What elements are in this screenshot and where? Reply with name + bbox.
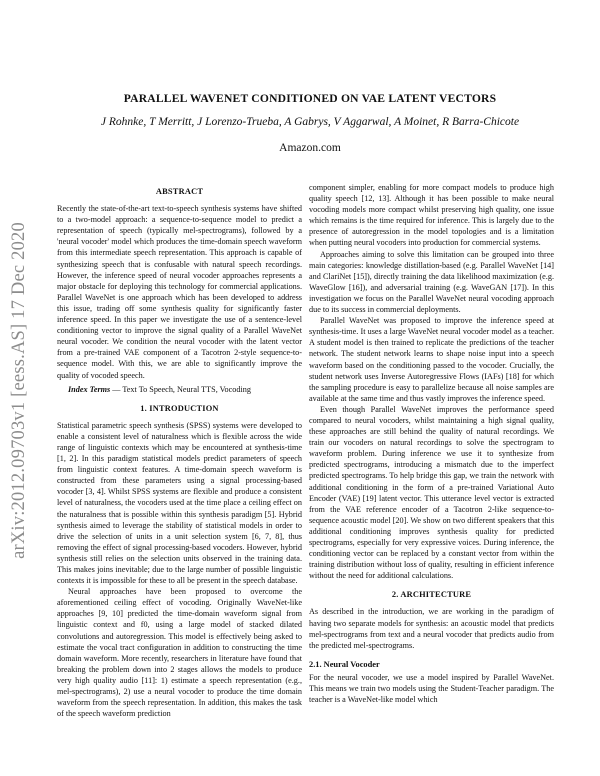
vocoder-paragraph-1: For the neural vocoder, we use a model inspired by Parallel WaveNet. This means we train two models using the Student-Teacher paradigm. The teacher is a WaveNet-like model which [309,672,554,705]
intro-paragraph-1: Statistical parametric speech synthesis (SPSS) systems were developed to enable a consistent level of naturalness which is flexible across the wide range of linguistic contexts which may be encountered at synthesis-time [1, 2]. In this paradigm statistical models predict parameters of speech from linguistic context features. A time-domain speech waveform is constructed from these parameters using a signal processing-based vocoder [3, 4]. Whilst SPSS systems are flexible and produce a consistent level of naturalness, the vocoders used at the time place a ceiling effect on the naturalness that is possible within this synthesis paradigm [5]. Hybrid synthesis aimed to leverage the stability of statistical models in order to drive the selection of units in a unit selection system [6, 7, 8], thus removing the effect of signal processing-based vocoders. However, hybrid synthesis still relies on the selection units observed in the training data. This makes joins inevitable; due to the large number of possible linguistic contexts it is impossible for these to all be present in the speech database. [57,420,302,586]
right-column [309,182,554,705]
section-2-1-heading: 2.1. Neural Vocoder [309,659,380,669]
paper-authors: J Rohnke, T Merritt, J Lorenzo-Trueba, A Gabrys, V Aggarwal, A Moinet, R Barra-Chicote [100,116,520,128]
abstract-heading: ABSTRACT [155,187,204,196]
paper-affiliation: Amazon.com [279,142,341,154]
index-terms [57,384,302,395]
intro-paragraph-6: Even though Parallel WaveNet improves the performance speed compared to neural vocoders, whilst maintaining a high signal quality, these approaches are still behind the quality of natural recordings. We train our vocoders on natural recordings to solve the spectrogram to waveform problem. During inference we use it to synthesize from predicted spectrograms, introducing a mismatch due to the imperfect predicted spectrograms. To help bridge this gap, we train the network with additional conditioning in the form of a pre-trained Variational Auto Encoder (VAE) [19] latent vector. This utterance level vector is extracted from the VAE reference encoder of a Tacotron 2-like sequence-to-sequence acoustic model [20]. We show on two different speakers that this additional conditioning improves synthesis quality for predicted spectrograms, especially for very expressive voices. During inference, the conditioning vector can be replaced by a constant vector from within the training distribution without loss of quality, resulting in efficient inference without the need for additional calculations. [309,404,554,581]
intro-paragraph-3: component simpler, enabling for more compact models to produce high quality speech [12, 13]. Although it has been possible to make neural vocoding models more compact whilst preserving high quality, one issue which remains is the time required for inference. This is largely due to the presence of autoregression in the model topologies and is a limitation when putting neural vocoders into production for commercial systems. [309,183,554,248]
intro-paragraph-2: Neural approaches have been proposed to overcome the aforementioned ceiling effect of vocoding. Originally WaveNet-like approaches [9, 10] predicted the time-domain waveform signal from linguistic context and f0, using a large model of stacked dilated convolutions and autoregression. This model is effectively being asked to estimate the vocal tract configuration in addition to constructing the time domain waveform. More recently, researchers in literature have found that breaking the problem down into 2 stages allows the models to produce very high quality audio [11]: 1) estimate a speech representation (e.g., mel-spectrograms), 2) use a neural vocoder to produce the time domain waveform from the speech representation. In addition, this makes the task of the speech waveform prediction [57,587,302,719]
architecture-paragraph-1: As described in the introduction, we are working in the paradigm of having two separate models for synthesis: an acoustic model that predicts mel-spectrograms from text and a neural vocoder that predicts audio from the predicted mel-spectrograms. [309,607,554,650]
arxiv-identifier-sidebar [2,200,36,580]
arxiv-identifier: arXiv:2012.09703v1 [eess.AS] 17 Dec 2020 [8,221,29,559]
paper-title: PARALLEL WAVENET CONDITIONED ON VAE LATENT VECTORS [123,92,497,105]
index-terms-text: — Text To Speech, Neural TTS, Vocoding [112,384,251,394]
intro-paragraph-4: Approaches aiming to solve this limitation can be grouped into three main categories: knowledge distillation-based (e.g. Parallel WaveNet [14] and ClariNet [15]), directly training the data likelihood maximization (e.g. WaveGlow [16]), and adversarial training (e.g. WaveGAN [17]). In this investigation we focus on the Parallel WaveNet neural vocoding approach due to its success in commercial deployments. [309,249,554,315]
section-2-heading: 2. ARCHITECTURE [391,590,472,600]
left-column [57,182,302,719]
section-1-heading: 1. INTRODUCTION [140,403,219,413]
index-terms-label: Index Terms [68,384,111,394]
abstract-text: Recently the state-of-the-art text-to-speech synthesis systems have shifted to a two-model approach: a sequence-to-sequence model to predict a representation of speech (typically mel-spectrograms), followed by a 'neural vocoder' model which produces the time-domain speech waveform from this intermediate speech representation. This approach is capable of synthesizing speech that is confusable with natural speech recordings. However, the inference speed of neural vocoder approaches represents a major obstacle for deploying this technology for commercial applications. Parallel WaveNet is one approach which has been developed to address this issue, trading off some synthesis quality for significantly faster inference speed. In this paper we investigate the use of a sentence-level conditioning vector to improve the signal quality of a Parallel WaveNet neural vocoder. We condition the neural vocoder with the latent vector from a pre-trained VAE component of a Tacotron 2-style sequence-to-sequence model. With this, we are able to significantly improve the quality of vocoded speech. [57,204,302,380]
intro-paragraph-5: Parallel WaveNet was proposed to improve the inference speed at synthesis-time. It uses a large WaveNet neural vocoder model as a teacher. A student model is then trained to replicate the predictions of the teacher network. The student network learns to shape noise input into a speech waveform based on the conditioning passed to the vocoder. Crucially, the student network uses Inverse Autoregressive Flows (IAFs) [18] for which the sampling procedure is easy to parallelize because all noise samples are available at the same time and thus vastly improves the inference speed. [309,316,554,403]
